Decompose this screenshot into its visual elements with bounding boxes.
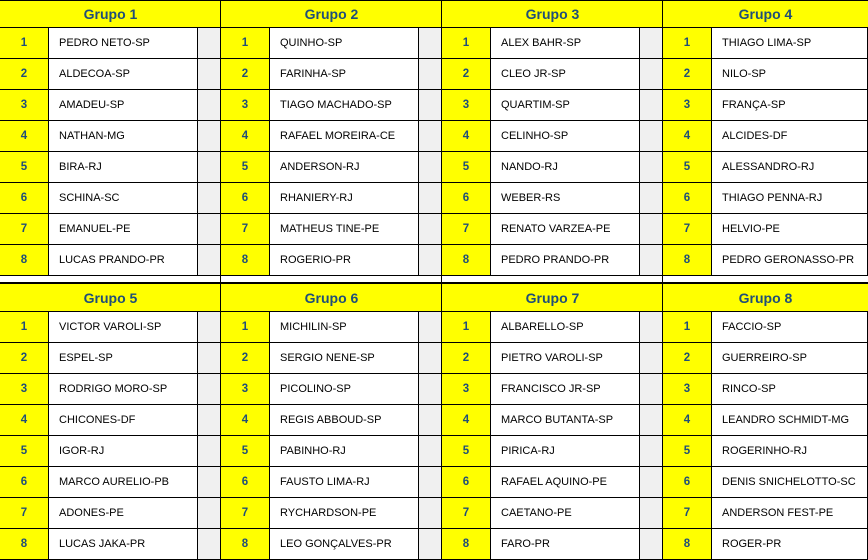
spacer-cell	[640, 498, 663, 528]
position-number: 6	[663, 183, 711, 213]
table-row	[663, 343, 868, 374]
spacer-cell	[198, 28, 221, 58]
spacer-cell	[640, 312, 663, 342]
position-number: 1	[221, 28, 269, 58]
position-number: 2	[221, 59, 269, 89]
position-number: 6	[0, 467, 48, 497]
group-title: Grupo 1	[0, 0, 221, 28]
table-row	[663, 59, 868, 90]
table-row	[663, 529, 868, 560]
spacer-cell	[198, 312, 221, 342]
player-name: NATHAN-MG	[48, 121, 198, 151]
player-name: VICTOR VAROLI-SP	[48, 312, 198, 342]
spacer-cell	[419, 152, 442, 182]
table-row	[0, 343, 221, 374]
position-number: 8	[442, 245, 490, 275]
player-name: DENIS SNICHELOTTO-SC	[711, 467, 868, 497]
position-number: 4	[442, 121, 490, 151]
spacer-cell	[640, 214, 663, 244]
player-name: FRANCISCO JR-SP	[490, 374, 640, 404]
player-name: LEANDRO SCHMIDT-MG	[711, 405, 868, 435]
table-row	[442, 467, 663, 498]
position-number: 2	[0, 343, 48, 373]
player-name: RYCHARDSON-PE	[269, 498, 419, 528]
player-name: ALESSANDRO-RJ	[711, 152, 868, 182]
position-number: 8	[442, 529, 490, 559]
player-name: ROGER-PR	[711, 529, 868, 559]
player-name: ADONES-PE	[48, 498, 198, 528]
table-row	[663, 498, 868, 529]
spacer-cell	[198, 374, 221, 404]
position-number: 1	[663, 28, 711, 58]
player-name: RHANIERY-RJ	[269, 183, 419, 213]
position-number: 7	[663, 214, 711, 244]
table-row	[663, 152, 868, 183]
group-title: Grupo 7	[442, 284, 663, 312]
player-name: QUARTIM-SP	[490, 90, 640, 120]
position-number: 4	[663, 405, 711, 435]
player-name: RENATO VARZEA-PE	[490, 214, 640, 244]
player-name: PIETRO VAROLI-SP	[490, 343, 640, 373]
position-number: 1	[663, 312, 711, 342]
position-number: 8	[663, 529, 711, 559]
position-number: 3	[442, 374, 490, 404]
player-name: SCHINA-SC	[48, 183, 198, 213]
player-name: ANDERSON-RJ	[269, 152, 419, 182]
table-row	[0, 121, 221, 152]
position-number: 5	[442, 152, 490, 182]
spacer-cell	[640, 152, 663, 182]
player-name: PICOLINO-SP	[269, 374, 419, 404]
table-row	[442, 28, 663, 59]
table-row	[0, 90, 221, 121]
position-number: 6	[663, 467, 711, 497]
player-name: ROGERIO-PR	[269, 245, 419, 275]
spacer-cell	[198, 436, 221, 466]
table-row	[442, 436, 663, 467]
table-row	[442, 183, 663, 214]
position-number: 7	[0, 498, 48, 528]
player-name: THIAGO PENNA-RJ	[711, 183, 868, 213]
position-number: 3	[0, 90, 48, 120]
group-divider	[220, 0, 221, 560]
player-name: ALEX BAHR-SP	[490, 28, 640, 58]
table-row	[221, 312, 442, 343]
spacer-cell	[640, 343, 663, 373]
group-3	[442, 0, 663, 276]
table-row	[0, 183, 221, 214]
table-row	[663, 90, 868, 121]
table-row	[442, 152, 663, 183]
group-divider	[441, 0, 442, 560]
position-number: 3	[0, 374, 48, 404]
spacer-cell	[198, 90, 221, 120]
spacer-cell	[419, 436, 442, 466]
position-number: 1	[442, 28, 490, 58]
player-name: FACCIO-SP	[711, 312, 868, 342]
group-title: Grupo 2	[221, 0, 442, 28]
spacer-cell	[419, 59, 442, 89]
spacer-cell	[198, 467, 221, 497]
position-number: 1	[221, 312, 269, 342]
table-row	[442, 121, 663, 152]
player-name: LUCAS PRANDO-PR	[48, 245, 198, 275]
position-number: 5	[0, 436, 48, 466]
position-number: 8	[0, 529, 48, 559]
player-name: SERGIO NENE-SP	[269, 343, 419, 373]
position-number: 5	[221, 152, 269, 182]
table-row	[663, 312, 868, 343]
table-row	[221, 343, 442, 374]
player-name: PIRICA-RJ	[490, 436, 640, 466]
position-number: 6	[442, 183, 490, 213]
group-2	[221, 0, 442, 276]
spacer-cell	[198, 121, 221, 151]
player-name: REGIS ABBOUD-SP	[269, 405, 419, 435]
table-row	[442, 214, 663, 245]
position-number: 4	[0, 121, 48, 151]
player-name: FARINHA-SP	[269, 59, 419, 89]
player-name: LUCAS JAKA-PR	[48, 529, 198, 559]
table-row	[0, 467, 221, 498]
position-number: 7	[442, 214, 490, 244]
player-name: ALDECOA-SP	[48, 59, 198, 89]
position-number: 4	[221, 121, 269, 151]
position-number: 2	[0, 59, 48, 89]
spacer-cell	[198, 214, 221, 244]
player-name: WEBER-RS	[490, 183, 640, 213]
position-number: 3	[442, 90, 490, 120]
player-name: QUINHO-SP	[269, 28, 419, 58]
table-row	[0, 529, 221, 560]
player-name: GUERREIRO-SP	[711, 343, 868, 373]
table-row	[221, 28, 442, 59]
player-name: BIRA-RJ	[48, 152, 198, 182]
table-row	[0, 59, 221, 90]
spacer-cell	[419, 214, 442, 244]
position-number: 6	[221, 467, 269, 497]
table-row	[221, 90, 442, 121]
group-6	[221, 284, 442, 560]
player-name: NANDO-RJ	[490, 152, 640, 182]
player-name: PABINHO-RJ	[269, 436, 419, 466]
player-name: MATHEUS TINE-PE	[269, 214, 419, 244]
position-number: 5	[442, 436, 490, 466]
player-name: RODRIGO MORO-SP	[48, 374, 198, 404]
spacer-cell	[198, 343, 221, 373]
group-divider	[662, 0, 663, 560]
table-row	[221, 374, 442, 405]
table-row	[0, 245, 221, 276]
position-number: 8	[221, 529, 269, 559]
position-number: 1	[0, 28, 48, 58]
block-divider	[0, 0, 868, 1]
table-row	[442, 529, 663, 560]
table-row	[221, 152, 442, 183]
table-row	[221, 214, 442, 245]
spacer-cell	[640, 467, 663, 497]
position-number: 3	[221, 374, 269, 404]
spacer-cell	[198, 183, 221, 213]
position-number: 1	[0, 312, 48, 342]
player-name: PEDRO NETO-SP	[48, 28, 198, 58]
position-number: 5	[0, 152, 48, 182]
player-name: AMADEU-SP	[48, 90, 198, 120]
group-5	[0, 284, 221, 560]
position-number: 6	[442, 467, 490, 497]
spacer-cell	[640, 121, 663, 151]
spacer-cell	[419, 529, 442, 559]
spacer-cell	[419, 245, 442, 275]
spacer-cell	[419, 90, 442, 120]
spacer-cell	[198, 152, 221, 182]
spacer-cell	[198, 405, 221, 435]
spacer-cell	[419, 28, 442, 58]
position-number: 8	[663, 245, 711, 275]
table-row	[663, 374, 868, 405]
table-row	[442, 405, 663, 436]
position-number: 4	[221, 405, 269, 435]
position-number: 2	[442, 59, 490, 89]
position-number: 7	[442, 498, 490, 528]
table-row	[221, 467, 442, 498]
table-row	[442, 245, 663, 276]
table-row	[221, 245, 442, 276]
table-row	[0, 28, 221, 59]
position-number: 5	[663, 436, 711, 466]
table-row	[442, 343, 663, 374]
group-8	[663, 284, 868, 560]
player-name: FARO-PR	[490, 529, 640, 559]
spacer-cell	[419, 498, 442, 528]
position-number: 7	[221, 498, 269, 528]
spacer-cell	[640, 374, 663, 404]
player-name: NILO-SP	[711, 59, 868, 89]
spacer-cell	[640, 436, 663, 466]
spacer-cell	[198, 245, 221, 275]
position-number: 4	[0, 405, 48, 435]
position-number: 8	[0, 245, 48, 275]
table-row	[0, 436, 221, 467]
group-4	[663, 0, 868, 276]
player-name: HELVIO-PE	[711, 214, 868, 244]
spacer-cell	[640, 183, 663, 213]
position-number: 7	[221, 214, 269, 244]
table-row	[221, 498, 442, 529]
spacer-cell	[640, 245, 663, 275]
position-number: 7	[0, 214, 48, 244]
table-row	[0, 152, 221, 183]
player-name: PEDRO GERONASSO-PR	[711, 245, 868, 275]
position-number: 7	[663, 498, 711, 528]
table-row	[221, 529, 442, 560]
table-row	[0, 405, 221, 436]
table-row	[0, 214, 221, 245]
spacer-cell	[640, 28, 663, 58]
player-name: MARCO BUTANTA-SP	[490, 405, 640, 435]
player-name: EMANUEL-PE	[48, 214, 198, 244]
spacer-cell	[419, 343, 442, 373]
player-name: ROGERINHO-RJ	[711, 436, 868, 466]
position-number: 3	[221, 90, 269, 120]
table-row	[663, 214, 868, 245]
position-number: 3	[663, 90, 711, 120]
group-title: Grupo 8	[663, 284, 868, 312]
group-title: Grupo 6	[221, 284, 442, 312]
table-row	[221, 436, 442, 467]
group-1	[0, 0, 221, 276]
position-number: 2	[442, 343, 490, 373]
table-row	[0, 498, 221, 529]
player-name: THIAGO LIMA-SP	[711, 28, 868, 58]
table-row	[663, 245, 868, 276]
spacer-cell	[419, 467, 442, 497]
player-name: ESPEL-SP	[48, 343, 198, 373]
player-name: RINCO-SP	[711, 374, 868, 404]
position-number: 2	[221, 343, 269, 373]
position-number: 2	[663, 59, 711, 89]
player-name: ALBARELLO-SP	[490, 312, 640, 342]
table-row	[442, 312, 663, 343]
position-number: 6	[0, 183, 48, 213]
position-number: 5	[221, 436, 269, 466]
spacer-cell	[419, 312, 442, 342]
player-name: LEO GONÇALVES-PR	[269, 529, 419, 559]
table-row	[663, 405, 868, 436]
player-name: TIAGO MACHADO-SP	[269, 90, 419, 120]
table-row	[663, 183, 868, 214]
player-name: CLEO JR-SP	[490, 59, 640, 89]
player-name: ANDERSON FEST-PE	[711, 498, 868, 528]
spacer-cell	[640, 529, 663, 559]
spacer-cell	[640, 405, 663, 435]
position-number: 8	[221, 245, 269, 275]
table-row	[663, 467, 868, 498]
player-name: RAFAEL AQUINO-PE	[490, 467, 640, 497]
player-name: MICHILIN-SP	[269, 312, 419, 342]
spacer-cell	[640, 59, 663, 89]
spacer-cell	[640, 90, 663, 120]
table-row	[0, 374, 221, 405]
position-number: 4	[442, 405, 490, 435]
table-row	[221, 121, 442, 152]
table-row	[442, 59, 663, 90]
table-row	[221, 59, 442, 90]
spacer-cell	[198, 498, 221, 528]
table-row	[663, 436, 868, 467]
block-divider	[0, 283, 868, 284]
table-row	[663, 121, 868, 152]
player-name: CHICONES-DF	[48, 405, 198, 435]
spacer-cell	[419, 121, 442, 151]
group-7	[442, 284, 663, 560]
player-name: IGOR-RJ	[48, 436, 198, 466]
player-name: RAFAEL MOREIRA-CE	[269, 121, 419, 151]
table-row	[442, 90, 663, 121]
group-title: Grupo 4	[663, 0, 868, 28]
player-name: CAETANO-PE	[490, 498, 640, 528]
table-row	[221, 183, 442, 214]
spacer-cell	[419, 374, 442, 404]
position-number: 3	[663, 374, 711, 404]
player-name: ALCIDES-DF	[711, 121, 868, 151]
player-name: CELINHO-SP	[490, 121, 640, 151]
spacer-cell	[419, 183, 442, 213]
player-name: FRANÇA-SP	[711, 90, 868, 120]
spacer-cell	[198, 529, 221, 559]
table-row	[221, 405, 442, 436]
position-number: 5	[663, 152, 711, 182]
table-row	[663, 28, 868, 59]
table-row	[442, 374, 663, 405]
group-title: Grupo 3	[442, 0, 663, 28]
position-number: 1	[442, 312, 490, 342]
group-title: Grupo 5	[0, 284, 221, 312]
table-row	[442, 498, 663, 529]
spacer-cell	[198, 59, 221, 89]
table-row	[0, 312, 221, 343]
position-number: 6	[221, 183, 269, 213]
player-name: MARCO AURELIO-PB	[48, 467, 198, 497]
spacer-cell	[419, 405, 442, 435]
player-name: PEDRO PRANDO-PR	[490, 245, 640, 275]
position-number: 2	[663, 343, 711, 373]
position-number: 4	[663, 121, 711, 151]
player-name: FAUSTO LIMA-RJ	[269, 467, 419, 497]
